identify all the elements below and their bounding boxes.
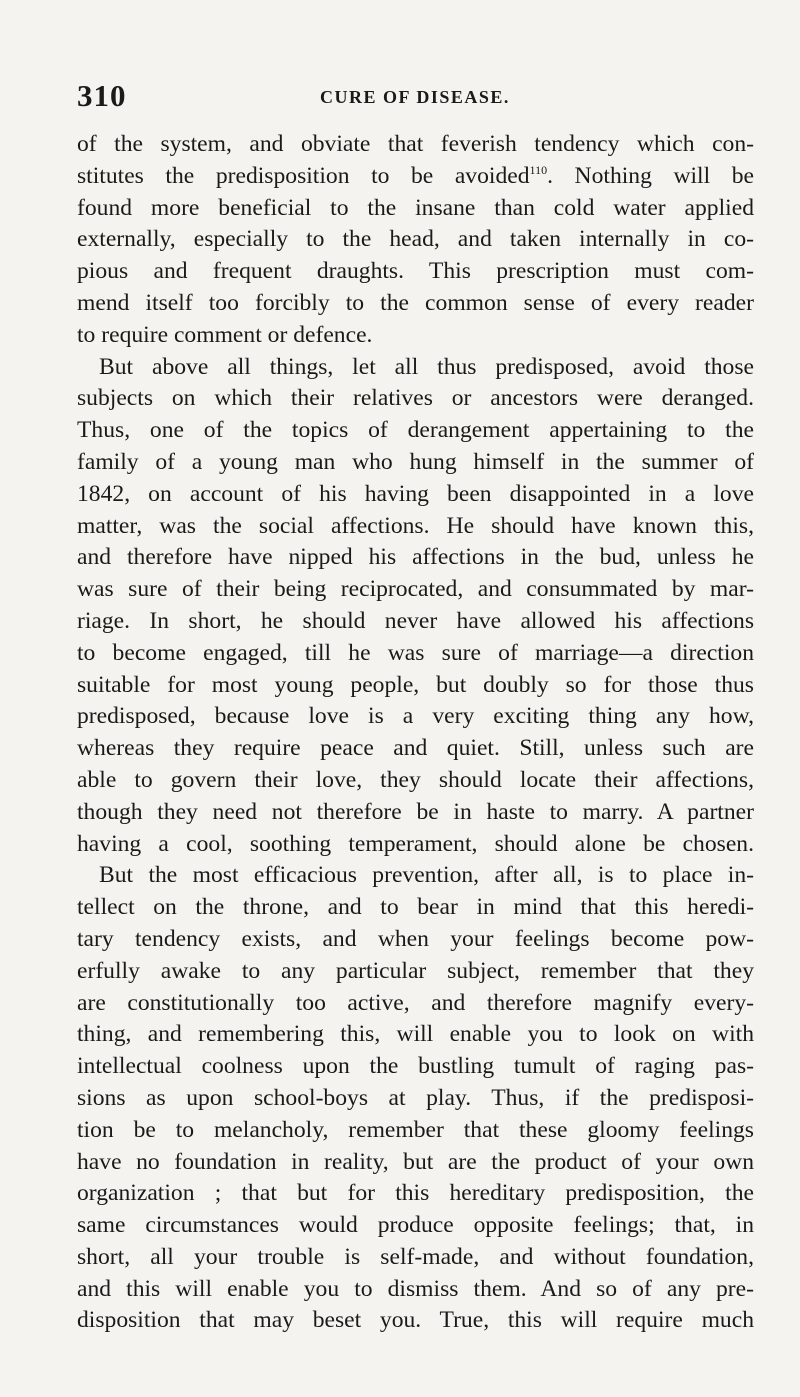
text-line: to become engaged, till he was sure of marriage—a direction xyxy=(77,639,754,666)
page-number: 310 xyxy=(77,78,127,113)
text-line: having a cool, soothing temperament, should alone be chosen. xyxy=(77,830,754,857)
text-line: predisposed, because love is a very exciting thing any how, xyxy=(77,703,754,730)
text-line: same circumstances would produce opposite feelings; that, in xyxy=(77,1212,754,1239)
text-line: family of a young man who hung himself in the summer of xyxy=(77,448,754,475)
text-line: erfully awake to any particular subject, remember that they xyxy=(77,957,754,984)
text-line: whereas they require peace and quiet. Still, unless such are xyxy=(77,735,754,762)
text-line: have no foundation in reality, but are the product of your own xyxy=(77,1148,754,1175)
text-line-part: stitutes the predisposition to be avoided xyxy=(77,162,530,189)
text-line: tary tendency exists, and when your feelings become pow- xyxy=(77,925,754,952)
text-line xyxy=(77,161,754,193)
text-line: and this will enable you to dismiss them. And so of any pre- xyxy=(77,1275,754,1302)
text-line: short, all your trouble is self-made, and without foundation, xyxy=(77,1243,754,1270)
text-line: organization ; that but for this hereditary predisposition, the xyxy=(77,1180,754,1207)
text-line: tellect on the throne, and to bear in mind that this heredi- xyxy=(77,894,754,921)
text-line: But above all things, let all thus predisposed, avoid those xyxy=(99,353,754,380)
text-line: are constitutionally too active, and therefore magnify every- xyxy=(77,989,754,1016)
text-line: and therefore have nipped his affections in the bud, unless he xyxy=(77,544,754,571)
text-line: disposition that may beset you. True, this will require much xyxy=(77,1307,754,1334)
text-line: But the most efficacious prevention, after all, is to place in- xyxy=(99,862,754,889)
text-line: 1842, on account of his having been disappointed in a love xyxy=(77,480,754,507)
text-line: sions as upon school-boys at play. Thus, if the predisposi- xyxy=(77,1084,754,1111)
text-line: intellectual coolness upon the bustling tumult of raging pas- xyxy=(77,1053,754,1080)
footnote-marker: 110 xyxy=(529,162,548,177)
text-line: of the system, and obviate that feverish tendency which con- xyxy=(77,131,754,157)
running-title: CURE OF DISEASE. xyxy=(320,87,510,107)
text-line: was sure of their being reciprocated, and consummated by mar- xyxy=(77,576,754,603)
text-line: to require comment or defence. xyxy=(77,321,373,348)
text-line: suitable for most young people, but doubly so for those thus xyxy=(77,671,754,698)
text-line: tion be to melancholy, remember that these gloomy feelings xyxy=(77,1116,754,1143)
text-line: externally, especially to the head, and taken internally in co- xyxy=(77,226,754,253)
text-line: subjects on which their relatives or ancestors were deranged. xyxy=(77,385,754,412)
text-line: pious and frequent draughts. This prescription must com- xyxy=(77,258,754,285)
text-line: riage. In short, he should never have allowed his affections xyxy=(77,607,754,634)
text-line: mend itself too forcibly to the common sense of every reader xyxy=(77,289,754,316)
text-line: able to govern their love, they should locate their affections, xyxy=(77,766,754,793)
text-line: Thus, one of the topics of derangement appertaining to the xyxy=(77,417,754,444)
text-line: thing, and remembering this, will enable you to look on with xyxy=(77,1021,754,1048)
text-line: though they need not therefore be in haste to marry. A partner xyxy=(77,798,754,825)
text-line: found more beneficial to the insane than cold water applied xyxy=(77,194,754,221)
body-text xyxy=(77,129,754,1337)
text-line-part: . Nothing will be xyxy=(547,162,755,189)
text-line: matter, was the social affections. He should have known this, xyxy=(77,512,754,539)
